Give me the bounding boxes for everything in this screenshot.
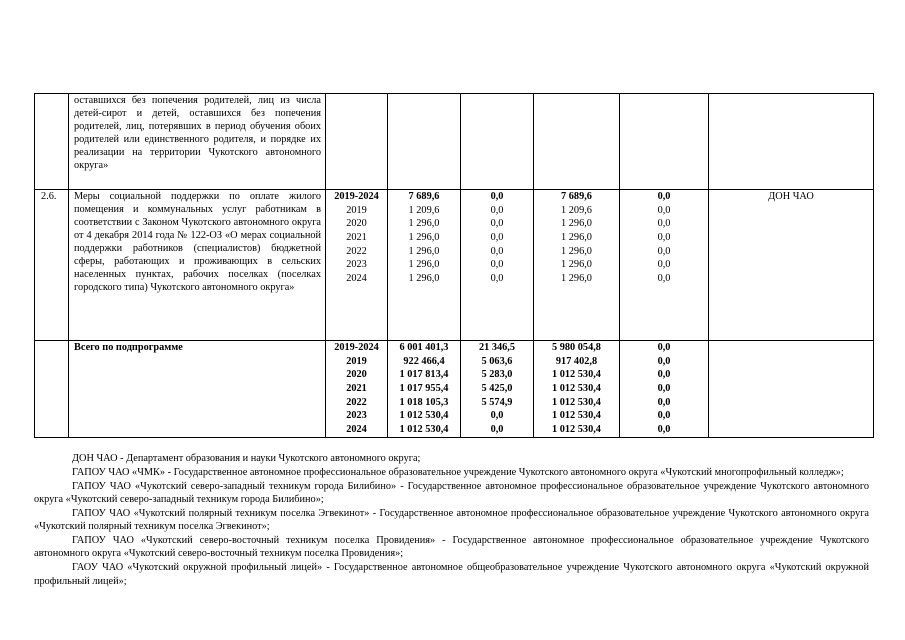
executor-cell: ДОН ЧАО xyxy=(709,190,874,341)
year-value: 2019-2024 xyxy=(334,342,379,353)
other-value: 0,0 xyxy=(657,259,671,271)
total-value: 6 001 401,3 xyxy=(399,342,449,353)
total-value: 7 689,6 xyxy=(408,191,440,202)
federal-value: 0,0 xyxy=(490,424,504,436)
other-value: 0,0 xyxy=(657,355,671,367)
subprogram-table xyxy=(34,93,874,438)
other-value: 0,0 xyxy=(657,396,671,408)
abbreviation-note: ГАПОУ ЧАО «Чукотский северо-восточный техникум поселка Провидения» - Государственное автономное профессиональное образовательное учреждение Чукотского автономного округа «Чукотский северо-восточный техникум поселка Провидения»; xyxy=(34,535,869,560)
federal-value: 0,0 xyxy=(490,273,504,285)
measure-name-cell: оставшихся без попечения родителей, лиц из числа детей-сирот и детей, оставшихся без попечения родителей, лиц, потерявших в период обучения обоих родителей или единственного родителя, и порядке их реализации на территории Чукотского автономного округа» xyxy=(69,94,326,190)
regional-value: 1 209,6 xyxy=(561,204,592,216)
total-value: 1 296,0 xyxy=(408,245,440,257)
total-value: 1 018 105,3 xyxy=(399,396,449,408)
regional-value: 1 296,0 xyxy=(561,273,592,285)
year-value: 2022 xyxy=(346,396,367,408)
abbreviations-notes xyxy=(34,452,869,588)
federal-cell xyxy=(461,94,534,190)
regional-value: 1 012 530,4 xyxy=(552,396,601,408)
total-value: 1 012 530,4 xyxy=(399,410,449,422)
regional-value: 1 012 530,4 xyxy=(552,383,601,395)
other-value: 0,0 xyxy=(657,410,671,422)
row-number-cell xyxy=(35,341,69,438)
executor-cell xyxy=(709,94,874,190)
regional-value: 5 980 054,8 xyxy=(552,342,601,353)
year-value: 2020 xyxy=(346,369,367,381)
year-value: 2024 xyxy=(346,273,367,285)
executor-cell xyxy=(709,341,874,438)
total-label-cell: Всего по подпрограмме xyxy=(69,341,326,438)
federal-values-cell xyxy=(461,190,534,341)
other-value: 0,0 xyxy=(657,383,671,395)
federal-value: 0,0 xyxy=(490,204,504,216)
regional-value: 1 296,0 xyxy=(561,259,592,271)
federal-values-cell xyxy=(461,341,534,438)
federal-value: 5 063,6 xyxy=(481,355,513,367)
total-values-cell xyxy=(388,341,461,438)
federal-value: 0,0 xyxy=(490,218,504,230)
abbreviation-note: ГАПОУ ЧАО «Чукотский северо-западный техникум города Билибино» - Государственное автономное профессиональное образовательное учреждение Чукотского автономного округа «Чукотский северо-западный техникум города Билибино»; xyxy=(34,480,869,505)
regional-value: 1 296,0 xyxy=(561,232,592,244)
total-value: 1 012 530,4 xyxy=(399,424,449,436)
other-value: 0,0 xyxy=(657,218,671,230)
other-values-cell xyxy=(620,190,709,341)
other-value: 0,0 xyxy=(657,245,671,257)
regional-value: 917 402,8 xyxy=(555,355,598,367)
year-value: 2023 xyxy=(346,410,367,422)
other-value: 0,0 xyxy=(657,204,671,216)
other-values-cell xyxy=(620,341,709,438)
other-value: 0,0 xyxy=(657,191,671,202)
abbreviation-note: ГАПОУ ЧАО «ЧМК» - Государственное автономное профессиональное образовательное учреждение Чукотского автономного округа «Чукотский многопрофильный колледж»; xyxy=(72,466,844,478)
regional-value: 7 689,6 xyxy=(561,191,592,202)
abbreviation-note: ГАПОУ ЧАО «Чукотский полярный техникум поселка Эгвекинот» - Государственное автономное профессиональное образовательное учреждение Чукотского автономного округа «Чукотский полярный техникум поселка Эгвекинот»; xyxy=(34,507,869,533)
row-number-cell: 2.6. xyxy=(35,190,69,341)
regional-values-cell xyxy=(534,190,620,341)
abbreviation-note: ДОН ЧАО - Департамент образования и науки Чукотского автономного округа; xyxy=(72,453,421,464)
year-value: 2023 xyxy=(346,259,367,271)
year-value: 2024 xyxy=(346,424,367,436)
other-value: 0,0 xyxy=(657,232,671,244)
total-value: 1 296,0 xyxy=(408,273,440,285)
year-value: 2020 xyxy=(346,218,367,230)
year-cell xyxy=(326,94,388,190)
abbreviation-note: ГАОУ ЧАО «Чукотский окружной профильный лицей» - Государственное автономное общеобразовательное учреждение Чукотского автономного округа «Чукотский окружной профильный лицей»; xyxy=(34,562,869,587)
federal-value: 0,0 xyxy=(490,259,504,271)
regional-value: 1 012 530,4 xyxy=(552,369,601,381)
regional-value: 1 296,0 xyxy=(561,245,592,257)
year-value: 2022 xyxy=(346,245,367,257)
total-value: 1 017 955,4 xyxy=(399,383,449,395)
total-cell xyxy=(388,94,461,190)
year-value: 2019 xyxy=(346,355,367,367)
table-row-subprogram-total xyxy=(35,341,874,438)
years-cell xyxy=(326,341,388,438)
total-values-cell xyxy=(388,190,461,341)
federal-value: 0,0 xyxy=(490,410,504,422)
other-cell xyxy=(620,94,709,190)
federal-value: 5 425,0 xyxy=(481,383,513,395)
table-row-continuation xyxy=(35,94,874,190)
other-value: 0,0 xyxy=(657,273,671,285)
year-value: 2019-2024 xyxy=(334,191,379,202)
federal-value: 0,0 xyxy=(490,191,504,202)
year-value: 2021 xyxy=(346,383,367,395)
total-value: 1 296,0 xyxy=(408,218,440,230)
federal-value: 21 346,5 xyxy=(478,342,516,353)
years-cell xyxy=(326,190,388,341)
other-value: 0,0 xyxy=(657,424,671,436)
regional-value: 1 012 530,4 xyxy=(552,410,601,422)
total-value: 1 296,0 xyxy=(408,232,440,244)
total-value: 1 296,0 xyxy=(408,259,440,271)
other-value: 0,0 xyxy=(657,369,671,381)
federal-value: 5 574,9 xyxy=(481,396,513,408)
regional-values-cell xyxy=(534,341,620,438)
regional-cell xyxy=(534,94,620,190)
table-row-2-6 xyxy=(35,190,874,341)
total-value: 1 017 813,4 xyxy=(399,369,449,381)
measure-name-cell: Меры социальной поддержки по оплате жилого помещения и коммунальных услуг работникам в соответствии с Законом Чукотского автономного округа от 4 декабря 2014 года № 122-ОЗ «О мерах социальной поддержки работников (специалистов) бюджетной сферы, работающих и проживающих в сельских населенных пунктах, рабочих поселках (поселках городского типа) Чукотского автономного округа» xyxy=(69,190,326,341)
federal-value: 0,0 xyxy=(490,232,504,244)
year-value: 2021 xyxy=(346,232,367,244)
total-value: 922 466,4 xyxy=(403,355,445,367)
other-value: 0,0 xyxy=(657,342,671,353)
total-value: 1 209,6 xyxy=(408,204,440,216)
row-number-cell xyxy=(35,94,69,190)
federal-value: 0,0 xyxy=(490,245,504,257)
federal-value: 5 283,0 xyxy=(481,369,513,381)
regional-value: 1 296,0 xyxy=(561,218,592,230)
regional-value: 1 012 530,4 xyxy=(552,424,601,436)
year-value: 2019 xyxy=(346,204,367,216)
